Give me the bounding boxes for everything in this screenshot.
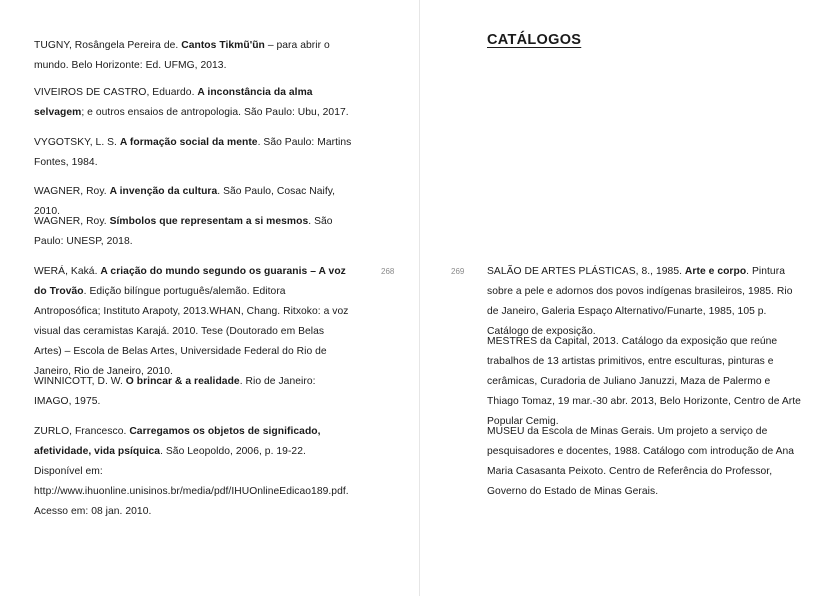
reference-title: Arte e corpo: [684, 266, 747, 277]
reference-author: VYGOTSKY, L. S.: [34, 137, 120, 148]
section-title: CATÁLOGOS: [487, 32, 582, 48]
reference-entry: [487, 332, 803, 432]
reference-title: Cantos Tikmũ'ũn: [181, 40, 265, 51]
reference-details: . São Paulo: UNESP, 2018.: [34, 216, 333, 247]
reference-entry: [487, 262, 803, 342]
reference-details: . Edição bilíngue português/alemão. Editora Antroposófica; Instituto Arapoty, 2013.WHAN, Chang. Ritxoko: a voz visual das ceramistas Karajá. 2010. Tese (Doutorado em Belas Artes) – Escola de Belas Artes, Universidade Federal do Rio de Janeiro, Rio de Janeiro, 2010.: [34, 286, 349, 377]
reference-details: . São Leopoldo, 2006, p. 19-22. Disponível em: http://www.ihuonline.unisinos.br/media/pdf/IHUOnlineEdicao189.pdf. Acesso em: 08 jan. 2010.: [34, 446, 349, 517]
reference-text: MESTRES da Capital, 2013. Catálogo da exposição que reúne trabalhos de 13 artistas primitivos, entre esculturas, pinturas e cerâmicas, Curadoria de Juliano Januzzi, Maza de Palermo e Thiago Tomaz, 19 mar.-30 abr. 2013, Belo Horizonte, Centro de Arte Popular Cemig.: [487, 336, 801, 427]
reference-entry: [34, 262, 352, 382]
reference-title: A invenção da cultura: [109, 186, 218, 197]
page-number: 268: [381, 267, 395, 276]
reference-details: . São Paulo, Cosac Naify, 2010.: [34, 186, 336, 217]
reference-details: . Pintura sobre a pele e adornos dos povos indígenas brasileiros, 1985. Rio de Janeiro, Galeria Espaço Alternativo/Funarte, 1985, 105 p. Catálogo de exposição.: [487, 266, 793, 337]
reference-entry: [34, 372, 352, 412]
reference-details: . Rio de Janeiro: IMAGO, 1975.: [34, 376, 316, 407]
reference-details: . São Paulo: Martins Fontes, 1984.: [34, 137, 352, 168]
reference-title: A inconstância da alma selvagem: [34, 87, 313, 118]
reference-author: WAGNER, Roy.: [34, 186, 110, 197]
reference-title: A criação do mundo segundo os guaranis – A voz do Trovão: [34, 266, 346, 297]
reference-entry: [34, 133, 352, 173]
reference-author: WERÁ, Kaká.: [34, 266, 101, 277]
reference-title: Carregamos os objetos de significado, afetividade, vida psíquica: [34, 426, 321, 457]
reference-author: WAGNER, Roy.: [34, 216, 110, 227]
reference-details: ; e outros ensaios de antropologia. São Paulo: Ubu, 2017.: [81, 107, 349, 118]
reference-entry: [34, 212, 352, 252]
reference-author: VIVEIROS DE CASTRO, Eduardo.: [34, 87, 198, 98]
reference-entry: [34, 422, 352, 522]
reference-entry: [487, 422, 803, 502]
page-number: 269: [451, 267, 465, 276]
reference-author: SALÃO DE ARTES PLÁSTICAS, 8., 1985.: [487, 266, 685, 277]
reference-title: O brincar & a realidade: [125, 376, 240, 387]
reference-author: TUGNY, Rosângela Pereira de.: [34, 40, 182, 51]
reference-text: MUSEU da Escola de Minas Gerais. Um projeto a serviço de pesquisadores e docentes, 1988. Catálogo com introdução de Ana Maria Casasanta Peixoto. Centro de Referência do Professor, Governo do Estado de Minas Gerais.: [487, 426, 795, 497]
reference-author: ZURLO, Francesco.: [34, 426, 130, 437]
reference-title: A formação social da mente: [119, 137, 258, 148]
reference-details: – para abrir o mundo. Belo Horizonte: Ed. UFMG, 2013.: [34, 40, 330, 71]
reference-author: WINNICOTT, D. W.: [34, 376, 126, 387]
right-page: [420, 0, 840, 596]
reference-title: Símbolos que representam a si mesmos: [109, 216, 309, 227]
reference-entry: [34, 36, 352, 76]
reference-entry: [34, 83, 352, 123]
